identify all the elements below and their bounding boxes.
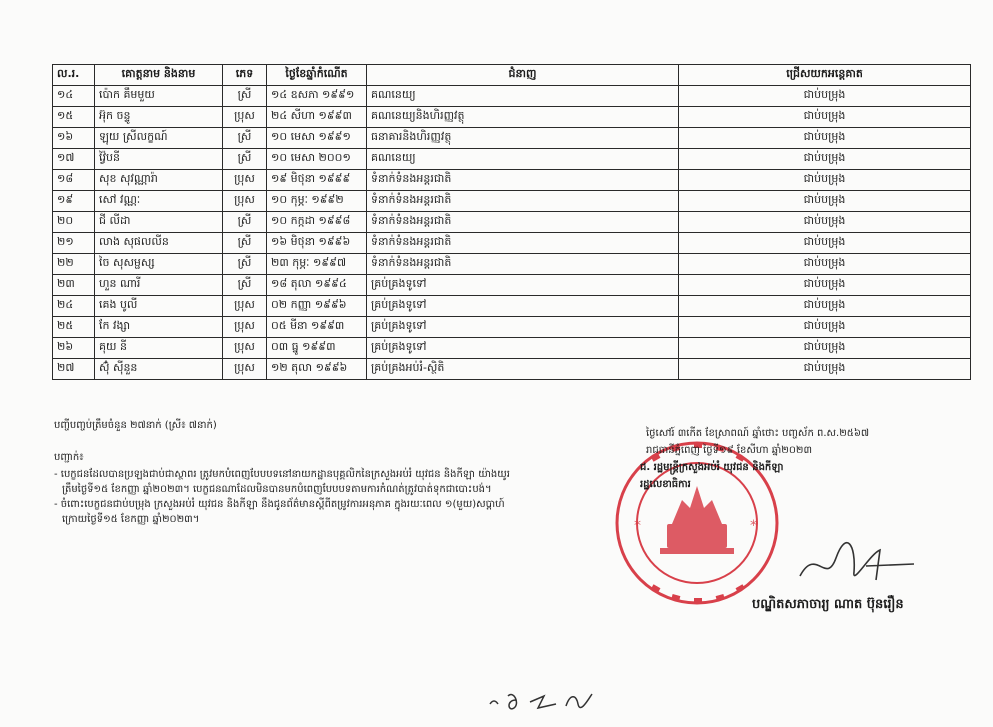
row-birthdate: ១០ កក្កដា ១៩៩៨ xyxy=(267,212,367,233)
table-body xyxy=(53,86,971,380)
table-row xyxy=(53,170,971,191)
row-gender: ប្រុស xyxy=(223,317,267,338)
svg-text:*: * xyxy=(634,518,641,534)
row-selection: ជាប់បម្រុង xyxy=(679,107,971,128)
table-row xyxy=(53,191,971,212)
row-gender: ស្រី xyxy=(223,149,267,170)
handwritten-signature xyxy=(796,536,916,592)
row-selection: ជាប់បម្រុង xyxy=(679,128,971,149)
date-lunar: ថ្ងៃសៅរ៍ ៣កើត ខែស្រាពណ៍ ឆ្នាំថោះ បញ្ចស័ក ព.ស.២៥៦៧ xyxy=(646,428,870,439)
row-birthdate: ១០ មេសា ១៩៩១ xyxy=(267,128,367,149)
row-selection: ជាប់បម្រុង xyxy=(679,275,971,296)
row-selection: ជាប់បម្រុង xyxy=(679,359,971,380)
row-number: ១៨ xyxy=(53,170,95,191)
row-selection: ជាប់បម្រុង xyxy=(679,338,971,359)
row-skill: ទំនាក់ទំនងអន្តរជាតិ xyxy=(367,212,679,233)
row-name: គេង បូលី xyxy=(95,296,223,317)
note-line: - ចំពោះបេក្ខជនជាប់បម្រុង ក្រសួងអប់រំ យុវជន និងកីឡា នឹងជូនព័ត៌មានស្តីពីតម្រូវការអនុភាគ ក្នុងរយៈពេល ១(មួយ)សប្តាហ៍ xyxy=(54,499,505,510)
row-skill: គ្រប់គ្រងទូទៅ xyxy=(367,338,679,359)
row-birthdate: ១០ មេសា ២០០១ xyxy=(267,149,367,170)
row-number: ១៥ xyxy=(53,107,95,128)
row-birthdate: ១៤ ឧសភា ១៩៩១ xyxy=(267,86,367,107)
row-number: ២៣ xyxy=(53,275,95,296)
row-selection: ជាប់បម្រុង xyxy=(679,170,971,191)
table-row xyxy=(53,107,971,128)
table-header-row xyxy=(53,65,971,86)
row-birthdate: ១០ កុម្ភៈ ១៩៩២ xyxy=(267,191,367,212)
row-birthdate: ០៣ ធ្នូ ១៩៩៣ xyxy=(267,338,367,359)
svg-text:*: * xyxy=(750,518,757,534)
row-selection: ជាប់បម្រុង xyxy=(679,233,971,254)
signer-title: រដ្ឋលេខាធិការ xyxy=(640,479,691,490)
row-gender: ប្រុស xyxy=(223,191,267,212)
row-birthdate: ២៤ សីហា ១៩៩៣ xyxy=(267,107,367,128)
row-gender: ប្រុស xyxy=(223,359,267,380)
row-selection: ជាប់បម្រុង xyxy=(679,191,971,212)
row-name: ស៊ុំ ស៊ីនួន xyxy=(95,359,223,380)
header-selection: ជ្រើសយកអន្តេគាត xyxy=(679,65,971,86)
row-skill: ទំនាក់ទំនងអន្តរជាតិ xyxy=(367,233,679,254)
row-number: ២១ xyxy=(53,233,95,254)
row-number: ១៤ xyxy=(53,86,95,107)
row-skill: គណនេយ្យនិងហិរញ្ញវត្ថុ xyxy=(367,107,679,128)
row-gender: ស្រី xyxy=(223,128,267,149)
row-gender: ស្រី xyxy=(223,254,267,275)
row-name: ចៃ សុសម្ផស្ស xyxy=(95,254,223,275)
row-gender: ស្រី xyxy=(223,275,267,296)
row-selection: ជាប់បម្រុង xyxy=(679,254,971,275)
table-row xyxy=(53,296,971,317)
table-row xyxy=(53,275,971,296)
row-selection: ជាប់បម្រុង xyxy=(679,296,971,317)
row-number: ១៦ xyxy=(53,128,95,149)
results-table xyxy=(52,64,971,380)
row-number: ២២ xyxy=(53,254,95,275)
row-gender: ប្រុស xyxy=(223,338,267,359)
row-number: ២៧ xyxy=(53,359,95,380)
row-birthdate: ១៩ មិថុនា ១៩៩៩ xyxy=(267,170,367,191)
note-line: ក្រោយថ្ងៃទី១៥ ខែកញ្ញា ឆ្នាំ២០២៣។ xyxy=(62,514,200,525)
signer-position: ជ. រដ្ឋមន្ត្រីក្រសួងអប់រំ យុវជន និងកីឡា xyxy=(640,462,784,473)
row-skill: គណនេយ្យ xyxy=(367,149,679,170)
header-skill: ជំនាញ xyxy=(367,65,679,86)
row-gender: ប្រុស xyxy=(223,296,267,317)
row-name: វ៉ៃ្វបនី xyxy=(95,149,223,170)
page-mark-scribble xyxy=(486,686,606,712)
row-name: គុយ នី xyxy=(95,338,223,359)
note-line: - បេក្ខជនដែលបានប្រឡងជាប់ជាស្ថាពរ ត្រូវមកបំពេញបែបបទនៅនាយកដ្ឋានបុគ្គលិកនៃក្រសួងអប់រំ យុវជន និងកីឡា យ៉ាងយូរ xyxy=(54,469,510,480)
row-selection: ជាប់បម្រុង xyxy=(679,86,971,107)
row-birthdate: ១៨ តុលា ១៩៩៤ xyxy=(267,275,367,296)
row-birthdate: ០២ កញ្ញា ១៩៩៦ xyxy=(267,296,367,317)
row-skill: គ្រប់គ្រងទូទៅ xyxy=(367,296,679,317)
row-birthdate: ១២ តុលា ១៩៩៦ xyxy=(267,359,367,380)
notes-heading: បញ្ជាក់៖ xyxy=(54,452,84,463)
row-skill: គ្រប់គ្រងទូទៅ xyxy=(367,275,679,296)
row-number: ២០ xyxy=(53,212,95,233)
table-row xyxy=(53,149,971,170)
signature-block xyxy=(620,425,960,493)
row-gender: ស្រី xyxy=(223,233,267,254)
table-row xyxy=(53,359,971,380)
row-name: ប៉េាក គឹមមួយ xyxy=(95,86,223,107)
table-row xyxy=(53,254,971,275)
row-name: អ៊ុក ចន្ទូ xyxy=(95,107,223,128)
table-row xyxy=(53,317,971,338)
header-name: គោត្តនាម និងនាម xyxy=(95,65,223,86)
header-gender: ភេទ xyxy=(223,65,267,86)
row-number: ១៩ xyxy=(53,191,95,212)
table-row xyxy=(53,86,971,107)
row-gender: ស្រី xyxy=(223,86,267,107)
row-name: ឡុយ ស្រីលក្ខណ៍ xyxy=(95,128,223,149)
row-skill: ទំនាក់ទំនងអន្តរជាតិ xyxy=(367,170,679,191)
row-skill: គណនេយ្យ xyxy=(367,86,679,107)
row-birthdate: ២៣ កុម្ភៈ ១៩៩៧ xyxy=(267,254,367,275)
row-name: សៅ វណ្ណៈ xyxy=(95,191,223,212)
table-row xyxy=(53,128,971,149)
row-name: លាង សុផលលីន xyxy=(95,233,223,254)
row-name: កែ វង្សា xyxy=(95,317,223,338)
row-name: ជី លីដា xyxy=(95,212,223,233)
header-number: ល.រ. xyxy=(53,65,95,86)
row-birthdate: ១៦ មិថុនា ១៩៩៦ xyxy=(267,233,367,254)
table-row xyxy=(53,338,971,359)
row-number: ២៥ xyxy=(53,317,95,338)
row-gender: ប្រុស xyxy=(223,170,267,191)
row-birthdate: ០៥ មីនា ១៩៩៣ xyxy=(267,317,367,338)
row-skill: ទំនាក់ទំនងអន្តរជាតិ xyxy=(367,254,679,275)
row-gender: ស្រី xyxy=(223,212,267,233)
row-skill: គ្រប់គ្រងទូទៅ xyxy=(367,317,679,338)
row-skill: គ្រប់គ្រងអប់រំ-ស្ថិតិ xyxy=(367,359,679,380)
note-line: ត្រឹមថ្ងៃទី១៥ ខែកញ្ញា ឆ្នាំ២០២៣។ បេក្ខជនណាដែលមិនបានមកបំពេញបែបបទតាមការកំណត់ត្រូវបាត់ទុកជាបោះបង់។ xyxy=(62,484,492,495)
row-number: ១៧ xyxy=(53,149,95,170)
row-number: ២៦ xyxy=(53,338,95,359)
row-name: សុខ សុវណ្ណារ៉ា xyxy=(95,170,223,191)
total-note: បញ្ចីបញ្ចប់ត្រឹមចំនួន ២៧នាក់ (ស្រី៖ ៧នាក់) xyxy=(54,420,217,431)
header-birthdate: ថ្ងៃខែឆ្នាំកំណើត xyxy=(267,65,367,86)
row-skill: ធនាគារនិងហិរញ្ញវត្ថុ xyxy=(367,128,679,149)
row-selection: ជាប់បម្រុង xyxy=(679,149,971,170)
table-row xyxy=(53,212,971,233)
date-solar: រាជធានីភ្នំពេញ ថ្ងៃទី១៩ ខែសីហា ឆ្នាំ២០២៣ xyxy=(646,445,813,456)
row-skill: ទំនាក់ទំនងអន្តរជាតិ xyxy=(367,191,679,212)
row-selection: ជាប់បម្រុង xyxy=(679,212,971,233)
row-number: ២៤ xyxy=(53,296,95,317)
row-name: ហួន ណារី xyxy=(95,275,223,296)
signer-name: បណ្ឌិតសភាចារ្យ ណាត ប៊ុនរឿន xyxy=(752,597,904,612)
table-row xyxy=(53,233,971,254)
row-selection: ជាប់បម្រុង xyxy=(679,317,971,338)
row-gender: ប្រុស xyxy=(223,107,267,128)
notes-section xyxy=(54,450,574,527)
